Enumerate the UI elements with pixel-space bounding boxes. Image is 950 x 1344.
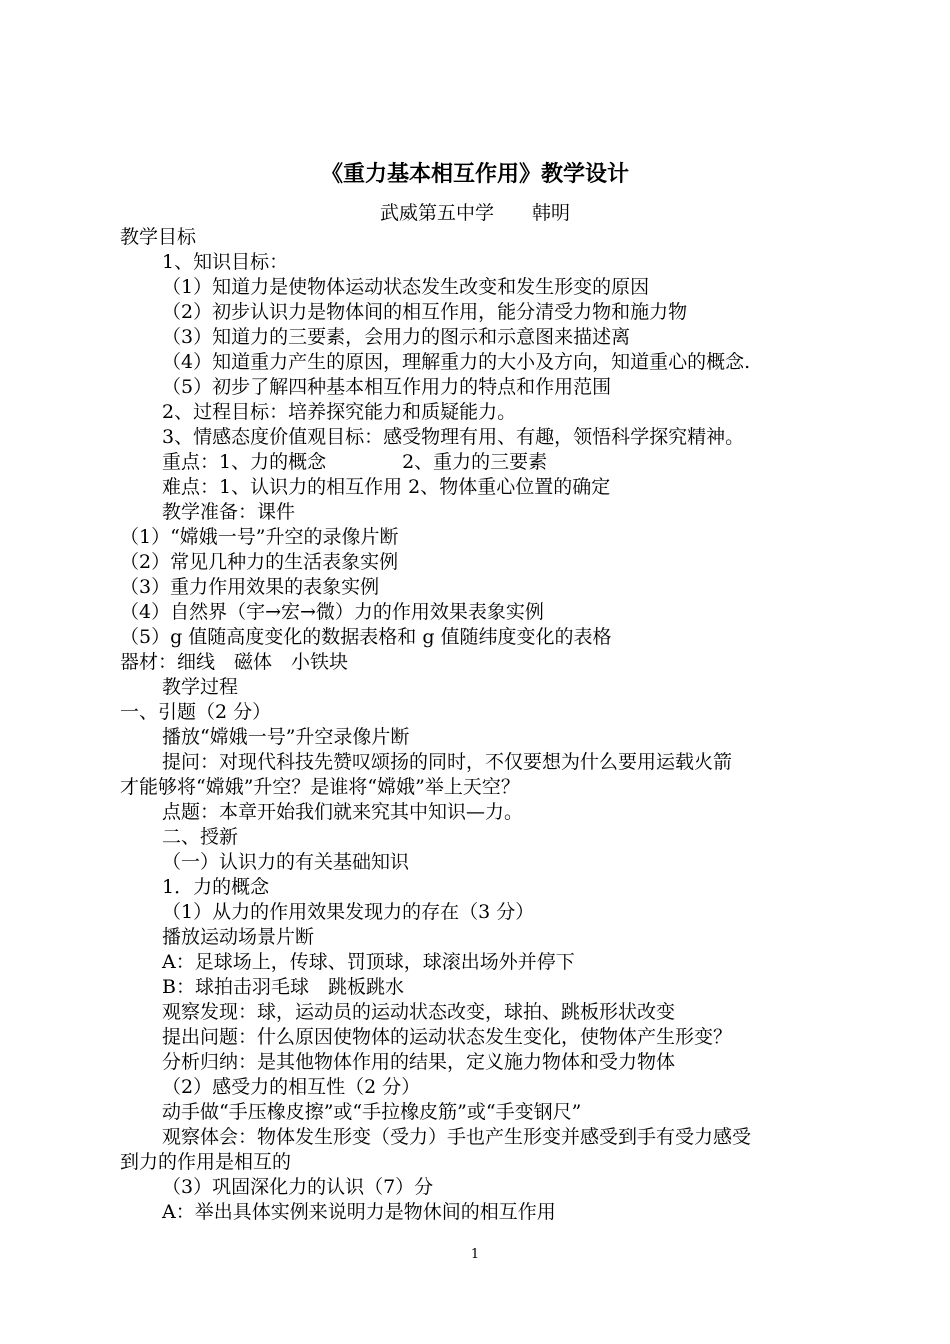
text-line: 一、引题（2 分） — [120, 701, 272, 723]
text-line: 分析归纳：是其他物体作用的结果，定义施力物体和受力物体 — [162, 1051, 676, 1073]
text-line: 难点：1、认识力的相互作用 2、物体重心位置的确定 — [162, 476, 611, 498]
text-line: B：球拍击羽毛球 跳板跳水 — [162, 976, 404, 998]
text-line: （3）知道力的三要素，会用力的图示和示意图来描述离 — [162, 326, 631, 348]
text-line: 2、过程目标：培养探究能力和质疑能力。 — [162, 401, 517, 423]
text-line: A：举出具体实例来说明力是物休间的相互作用 — [162, 1201, 556, 1223]
text-line: 播放“嫦娥一号”升空录像片断 — [162, 726, 410, 748]
page-number: 1 — [470, 1247, 480, 1262]
text-line: （一）认识力的有关基础知识 — [162, 851, 410, 873]
text-line: 教学准备：课件 — [162, 501, 296, 523]
text-line: 1．力的概念 — [162, 876, 270, 898]
text-line: 才能够将“嫦娥”升空？是谁将“嫦娥”举上天空？ — [120, 776, 520, 798]
text-line: （1）知道力是使物体运动状态发生改变和发生形变的原因 — [162, 276, 650, 298]
text-line: （1）“嫦娥一号”升空的录像片断 — [120, 526, 399, 548]
text-line: 1、知识目标： — [162, 251, 289, 273]
text-line: （5）初步了解四种基本相互作用力的特点和作用范围 — [162, 376, 612, 398]
text-line: （1）从力的作用效果发现力的存在（3 分） — [162, 901, 535, 923]
text-line: A：足球场上，传球、罚顶球，球滚出场外并停下 — [162, 951, 575, 973]
text-line: （2）常见几种力的生活表象实例 — [120, 551, 399, 573]
text-line: 教学目标 — [120, 226, 197, 248]
text-line: （5）g 值随高度变化的数据表格和 g 值随纬度变化的表格 — [120, 626, 612, 648]
text-line: 点题：本章开始我们就来究其中知识—力。 — [162, 801, 524, 823]
text-line: 教学过程 — [162, 676, 239, 698]
document-title: 《重力基本相互作用》教学设计 — [320, 161, 629, 187]
document-author: 武威第五中学 韩明 — [379, 202, 570, 224]
text-line: 到力的作用是相互的 — [120, 1151, 292, 1173]
text-line: （4）自然界（宇→宏→微）力的作用效果表象实例 — [120, 601, 544, 623]
text-line: （4）知道重力产生的原因，理解重力的大小及方向，知道重心的概念. — [162, 351, 751, 373]
text-line: （3）重力作用效果的表象实例 — [120, 576, 380, 598]
text-line: 提出问题：什么原因使物体的运动状态发生变化，使物体产生形变？ — [162, 1026, 733, 1048]
text-line: 观察体会：物体发生形变（受力）手也产生形变并感受到手有受力感受 — [162, 1126, 752, 1148]
text-line: 3、情感态度价值观目标：感受物理有用、有趣，领悟科学探究精神。 — [162, 426, 745, 448]
text-line: 观察发现：球，运动员的运动状态改变，球拍、跳板形状改变 — [162, 1001, 676, 1023]
text-line: （3）巩固深化力的认识（7）分 — [162, 1176, 434, 1198]
text-line: 重点：1、力的概念 2、重力的三要素 — [162, 451, 548, 473]
text-line: 动手做“手压橡皮擦”或“手拉橡皮筋”或“手变钢尺” — [162, 1101, 582, 1123]
text-line: （2）感受力的相互性（2 分） — [162, 1076, 421, 1098]
text-line: 播放运动场景片断 — [162, 926, 315, 948]
text-line: 二、授新 — [162, 826, 239, 848]
text-line: （2）初步认识力是物体间的相互作用，能分清受力物和施力物 — [162, 301, 688, 323]
text-line: 提问：对现代科技先赞叹颂扬的同时，不仅要想为什么要用运载火箭 — [162, 751, 733, 773]
text-line: 器材：细线 磁体 小铁块 — [120, 651, 349, 673]
